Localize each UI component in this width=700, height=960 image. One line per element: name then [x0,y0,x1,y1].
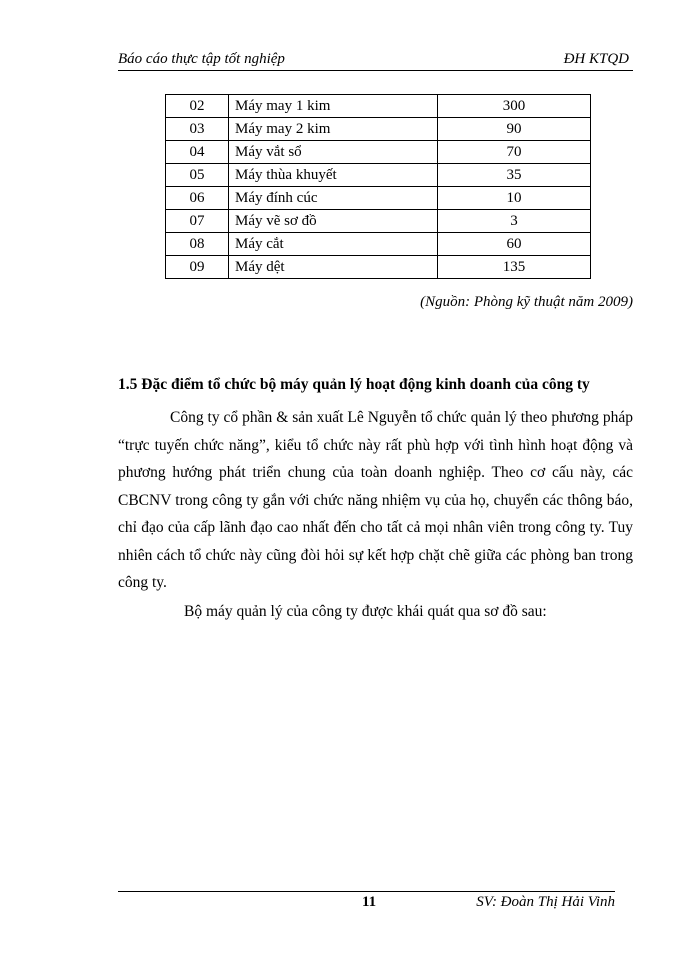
quantity-cell: 10 [438,187,591,210]
quantity-cell: 3 [438,210,591,233]
page-header [118,48,633,71]
header-report-title: Báo cáo thực tập tốt nghiệp [118,51,285,67]
equipment-name-cell: Máy vắt sổ [229,141,438,164]
body-paragraph-1: Công ty cổ phần & sản xuất Lê Nguyễn tổ chức quản lý theo phương pháp “trực tuyến chức năng”, kiểu tổ chức này rất phù hợp với tình hình hoạt động và phương hướng phát triển chung của toàn doanh nghiệp. Theo cơ cấu này, các CBCNV trong công ty gắn với chức năng nhiệm vụ của họ, chuyển các thông báo, chỉ đạo của cấp lãnh đạo cao nhất đến cho tất cả mọi nhân viên trong công ty. Tuy nhiên cách tổ chức này cũng đòi hỏi sự kết hợp chặt chẽ giữa các phòng ban trong công ty. [118,409,633,591]
equipment-name-cell: Máy may 2 kim [229,118,438,141]
row-number-cell: 08 [166,233,229,256]
row-number-cell: 04 [166,141,229,164]
quantity-cell: 90 [438,118,591,141]
table-row [166,118,591,141]
equipment-name-cell: Máy đính cúc [229,187,438,210]
quantity-cell: 60 [438,233,591,256]
quantity-cell: 35 [438,164,591,187]
header-university: ĐH KTQD [563,51,629,67]
table-row [166,141,591,164]
table-row [166,164,591,187]
row-number-cell: 05 [166,164,229,187]
footer-divider [118,891,615,892]
equipment-name-cell: Máy thùa khuyết [229,164,438,187]
table-row [166,187,591,210]
row-number-cell: 07 [166,210,229,233]
row-number-cell: 06 [166,187,229,210]
equipment-name-cell: Máy dệt [229,256,438,279]
equipment-name-cell: Máy cắt [229,233,438,256]
row-number-cell: 03 [166,118,229,141]
row-number-cell: 02 [166,95,229,118]
footer-author: SV: Đoàn Thị Hải Vinh [476,894,615,910]
table-row [166,256,591,279]
quantity-cell: 70 [438,141,591,164]
quantity-cell: 300 [438,95,591,118]
table-row [166,233,591,256]
equipment-name-cell: Máy may 1 kim [229,95,438,118]
quantity-cell: 135 [438,256,591,279]
page-number: 11 [362,894,377,910]
table-row [166,210,591,233]
table-source-note: (Nguồn: Phòng kỹ thuật năm 2009) [420,294,633,310]
equipment-table-body [166,95,591,279]
row-number-cell: 09 [166,256,229,279]
equipment-name-cell: Máy vẽ sơ đồ [229,210,438,233]
table-row [166,95,591,118]
equipment-table [165,94,591,279]
body-paragraph-2: Bộ máy quản lý của công ty được khái quát qua sơ đồ sau: [184,603,547,620]
section-title: 1.5 Đặc điểm tổ chức bộ máy quản lý hoạt động kinh doanh của công ty [118,376,590,393]
